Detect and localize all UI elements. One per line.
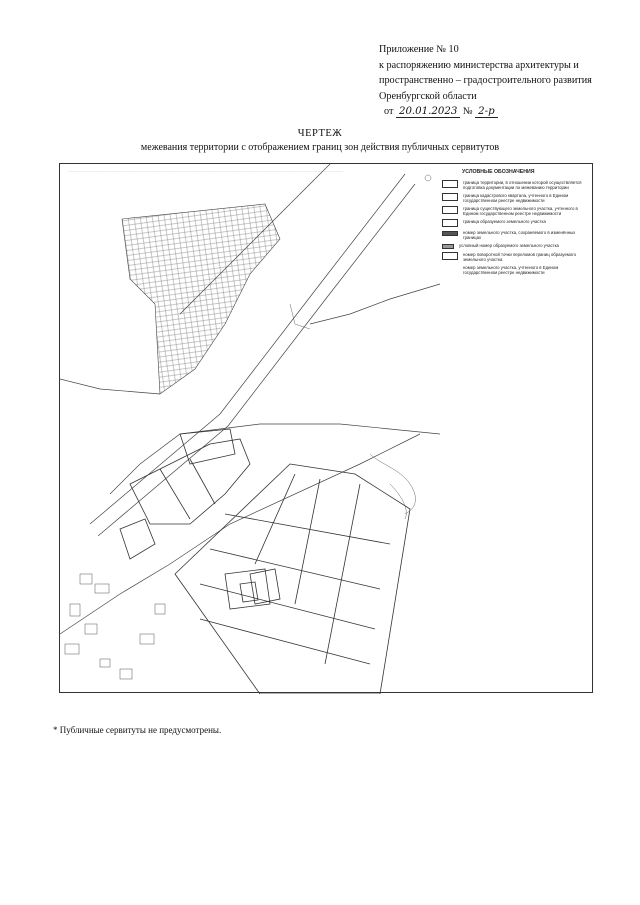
legend-text: граница существующего земельного участка, учтенного в Едином государственном реестре недвижимости (463, 206, 578, 216)
legend (442, 170, 592, 278)
legend-symbol (442, 193, 458, 201)
drawing-frame (59, 163, 593, 693)
legend-item (442, 180, 592, 190)
legend-symbol (442, 244, 454, 249)
drawing-subtitle: межевания территории с отображением границ зон действия публичных сервитутов (140, 142, 500, 153)
legend-item (442, 219, 592, 227)
appendix-line-4: Оренбургской области (379, 90, 477, 102)
legend-text: граница кадастрового квартала, учтенного в Едином государственном реестре недвижимости (463, 193, 569, 203)
appendix-line-3: пространственно – градостроительного развития (379, 75, 592, 86)
legend-symbol (442, 252, 458, 260)
legend-symbol (442, 265, 458, 270)
legend-text: граница территории, в отношении которой осуществляется подготовка документации по межеванию территории (463, 180, 582, 190)
legend-item (442, 243, 592, 249)
legend-item (442, 252, 592, 262)
map-note-block: ······································································································································································································································································································· (68, 169, 343, 173)
date-value: 20.01.2023 (396, 106, 460, 118)
number-prefix: № (462, 106, 473, 117)
small-buildings (65, 574, 165, 679)
number-value: 2-р (475, 106, 497, 118)
appendix-block (379, 42, 629, 120)
legend-text: номер земельного участка, сохраняемого в изменённых границах (463, 230, 576, 240)
legend-text: номер земельного участка, учтенного в Едином государственном реестре недвижимости (463, 265, 559, 275)
footnote: * Публичные сервитуты не предусмотрены. (53, 725, 222, 735)
appendix-line-1: Приложение № 10 (379, 44, 459, 55)
legend-text: условный номер образуемого земельного участка (459, 243, 559, 248)
date-prefix: от (384, 106, 394, 117)
land-plots (120, 429, 410, 694)
appendix-date-line (379, 104, 629, 120)
legend-symbol (442, 231, 458, 236)
legend-item (442, 206, 592, 216)
legend-symbol (442, 206, 458, 214)
legend-text: номер поворотной точки переломов границ образуемого земельного участка (463, 252, 577, 262)
legend-item (442, 193, 592, 203)
legend-item (442, 230, 592, 240)
legend-symbol (442, 219, 458, 227)
legend-heading: УСЛОВНЫЕ ОБОЗНАЧЕНИЯ (462, 169, 535, 175)
drawing-title: ЧЕРТЕЖ (297, 128, 343, 139)
appendix-line-2: к распоряжению министерства архитектуры и (379, 59, 579, 71)
allotment-grid-area (122, 204, 280, 394)
legend-item (442, 265, 592, 275)
legend-text: граница образуемого земельного участка (463, 219, 546, 224)
legend-symbol (442, 180, 458, 188)
